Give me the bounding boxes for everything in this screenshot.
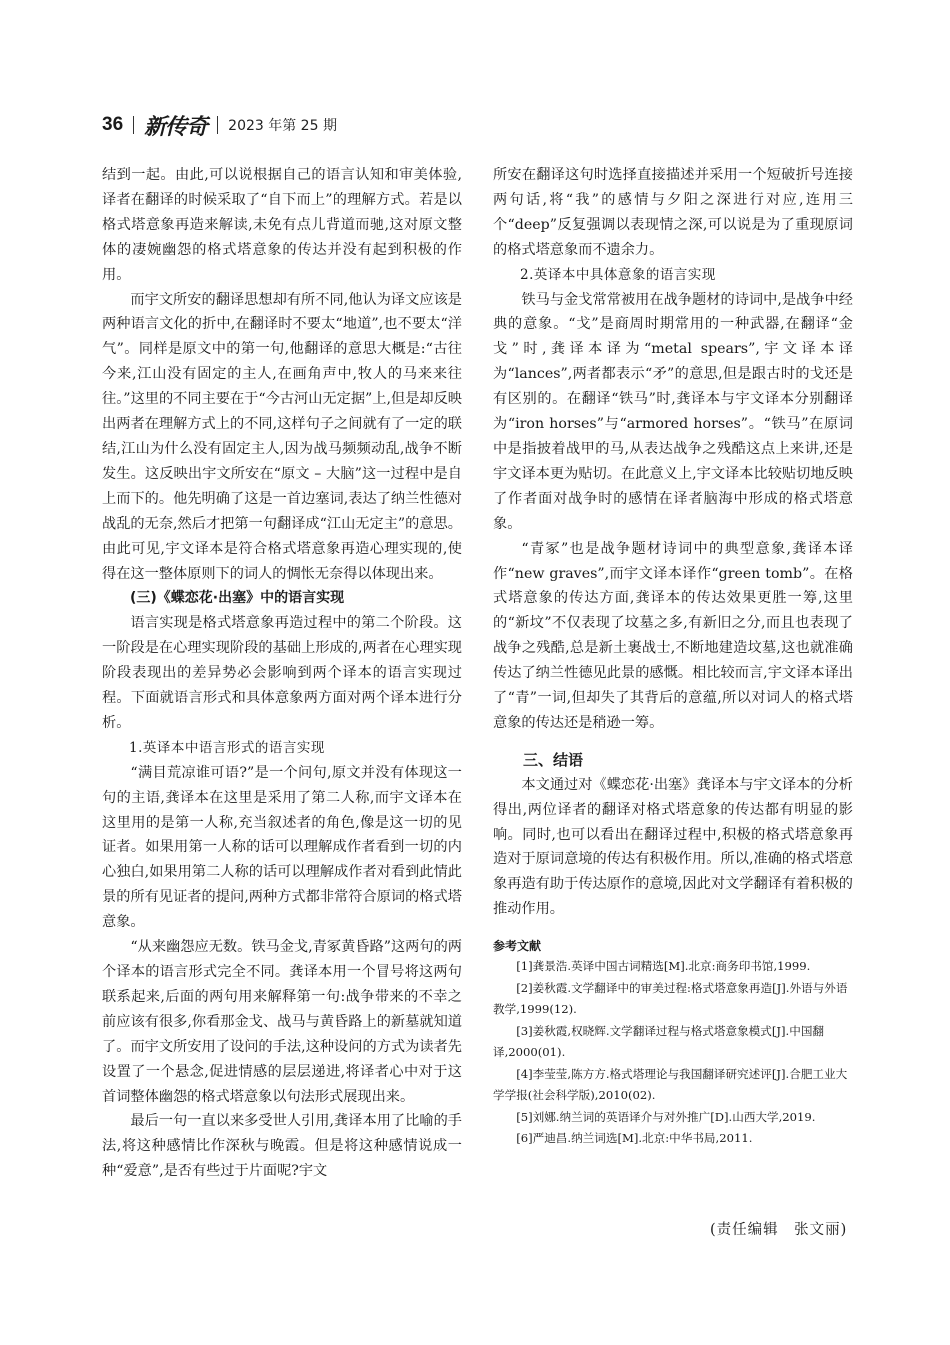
paragraph: 铁马与金戈常常被用在战争题材的诗词中,是战争中经典的意象。“戈”是商周时期常用的一种武器,在翻译“金戈”时,龚译本译为“metal spears”,宇文译本译为“lances”,两者都表示“矛”的意思,但是跟古时的戈还是有区别的。在翻译“铁马”时,龚译本与宇文译本分别翻译为“iron horses”与“armored horses”。“铁马”在原词中是指披着战甲的马,从表达战争之残酷这点上来讲,还是宇文译本更为贴切。在此意义上,宇文译本比较贴切地反映了作者面对战争时的感情在译者脑海中形成的格式塔意象。 <box>493 291 853 532</box>
paragraph: “满目荒凉谁可语?”是一个问句,原文并没有体现这一句的主语,龚译本在这里是采用了第二人称,而宇文译本在这里用的是第一人称,充当叙述者的角色,像是这一切的见证者。如果用第一人称的话可以理解成作者看到一切的内心独白,如果用第二人称的话可以理解成作者对看到此情此景的所有见证者的提问,两种方式都非常符合原词的格式塔意象。 <box>102 764 462 931</box>
paragraph: 而宇文所安的翻译思想却有所不同,他认为译文应该是两种语言文化的折中,在翻译时不要太“地道”,也不要太“洋气”。同样是原文中的第一句,他翻译的意思大概是:“古往今来,江山没有固定的主人,在画角声中,牧人的马来来往往。”这里的不同主要在于“今古河山无定据”上,但是却反映出两者在理解方式上的不同,这样句子之间就有了一定的联结,江山为什么没有固定主人,因为战马频频动乱,战争不断发生。这反映出宇文所安在“原文 – 大脑”这一过程中是自上而下的。他先明确了这是一首边塞词,表达了纳兰性德对战乱的无奈,然后才把第一句翻译成“江山无定主”的意思。由此可见,宇文译本是符合格式塔意象再造心理实现的,使得在这一整体原则下的词人的惆怅无奈得以体现出来。 <box>102 291 462 582</box>
subsection-heading: 1.英译本中语言形式的语言实现 <box>129 739 325 756</box>
issue-label: 2023 年第 25 期 <box>228 118 337 134</box>
paragraph: “青冢”也是战争题材诗词中的典型意象,龚译本译作“new graves”,而宇文译本译作“green tomb”。在格式塔意象的传达方面,龚译本的传达效果更胜一筹,这里的“新坟”不仅表现了坟墓之多,有新旧之分,而且也表现了战争之残酷,总是新土裹战士,不断地建造坟墓,这也就准确传达了纳兰性德见此景的感慨。相比较而言,宇文译本译出了“青”一词,但却失了其背后的意蕴,所以对词人的格式塔意象的传达还是稍逊一筹。 <box>493 540 853 731</box>
left-column <box>102 163 462 1184</box>
reference-item: [1]龚景浩.英译中国古词精选[M].北京:商务印书馆,1999. <box>516 959 811 974</box>
reference-item: [3]姜秋霞,权晓辉.文学翻译过程与格式塔意象模式[J].中国翻译,2000(01). <box>493 1023 825 1060</box>
reference-item: [5]刘娜.纳兰词的英语译介与对外推广[D].山西大学,2019. <box>516 1109 816 1124</box>
reference-item: [4]李莹莹,陈方方.格式塔理论与我国翻译研究述评[J].合肥工业大学学报(社会科学版),2010(02). <box>493 1066 848 1103</box>
page-header <box>102 110 337 140</box>
paragraph: 所安在翻译这句时选择直接描述并采用一个短破折号连接两句话,将“我”的感情与夕阳之深进行对应,连用三个“deep”反复强调以表现情之深,可以说是为了重现原词的格式塔意象而不遗余力。 <box>493 167 853 258</box>
subsection-heading: 2.英译本中具体意象的语言实现 <box>520 266 716 283</box>
header-divider <box>217 116 218 134</box>
header-divider <box>133 116 134 134</box>
paragraph: 最后一句一直以来多受世人引用,龚译本用了比喻的手法,将这种感情比作深秋与晚霞。但是将这种感情说成一种“爱意”,是否有些过于片面呢?宇文 <box>102 1113 462 1180</box>
editor-credit: (责任编辑 张文丽) <box>710 1222 848 1238</box>
conclusion-heading: 三、结语 <box>523 750 584 769</box>
right-column <box>493 163 853 1150</box>
paragraph: 本文通过对《蝶恋花·出塞》龚译本与宇文译本的分析得出,两位译者的翻译对格式塔意象的传达都有明显的影响。同时,也可以看出在翻译过程中,积极的格式塔意象再造对于原词意境的传达有积极作用。所以,准确的格式塔意象再造有助于传达原作的意境,因此对文学翻译有着积极的推动作用。 <box>493 776 853 918</box>
journal-logo: 新传奇 <box>144 113 208 140</box>
reference-item: [2]姜秋霞.文学翻译中的审美过程:格式塔意象再造[J].外语与外语教学,1999(12). <box>493 980 848 1017</box>
page-number: 36 <box>102 114 124 135</box>
references-title: 参考文献 <box>493 939 542 954</box>
paragraph: 语言实现是格式塔意象再造过程中的第二个阶段。这一阶段是在心理实现阶段的基础上形成的,两者在心理实现阶段表现出的差异势必会影响到两个译本的语言实现过程。下面就语言形式和具体意象两方面对两个译本进行分析。 <box>102 615 462 731</box>
paragraph: “从来幽怨应无数。铁马金戈,青冢黄昏路”这两句的两个译本的语言形式完全不同。龚译本用一个冒号将这两句联系起来,后面的两句用来解释第一句:战争带来的不幸之前应该有很多,你看那金戈、战马与黄昏路上的新墓就知道了。而宇文所安用了设问的手法,这种设问的方式为读者先设置了一个悬念,促进情感的层层递进,将译者心中对于这首词整体幽怨的格式塔意象以句法形式展现出来。 <box>102 939 462 1105</box>
reference-item: [6]严迪昌.纳兰词选[M].北京:中华书局,2011. <box>516 1131 753 1146</box>
section-heading: (三)《蝶恋花·出塞》中的语言实现 <box>130 590 345 607</box>
paragraph: 结到一起。由此,可以说根据自己的语言认知和审美体验,译者在翻译的时候采取了“自下而上”的理解方式。若是以格式塔意象再造来解读,未免有点儿背道而驰,这对原文整体的凄婉幽怨的格式塔意象的传达并没有起到积极的作用。 <box>102 167 462 283</box>
